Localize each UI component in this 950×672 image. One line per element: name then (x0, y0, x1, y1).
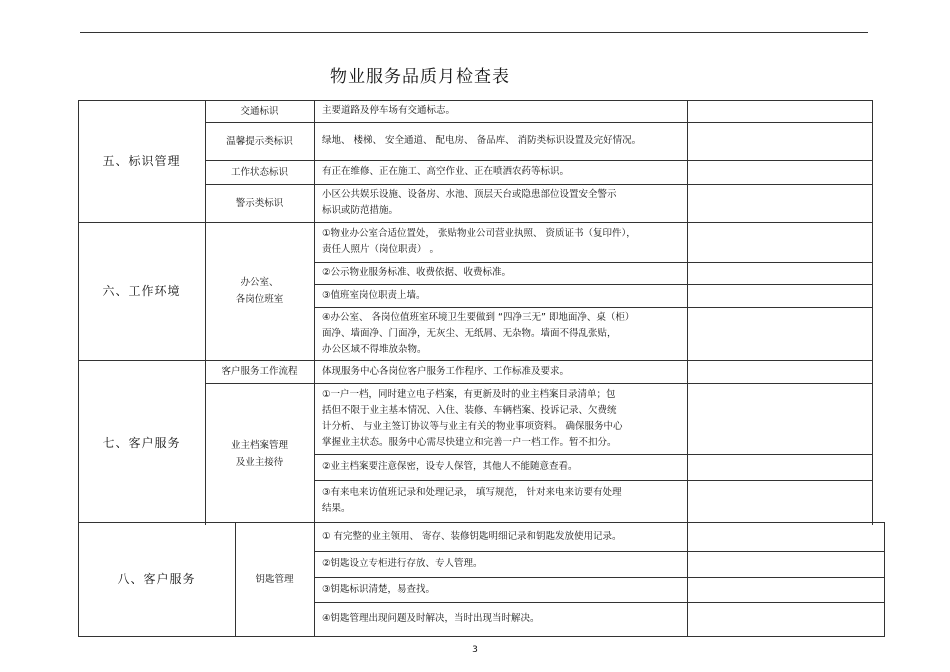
item-reminder-sign: 温馨提示类标识 (226, 135, 293, 147)
header-rule (80, 32, 868, 33)
desc-reminder-sign: 绿地、 楼梯、 安全通道、 配电房、 备品库、 消防类标识设置及完好情况。 (322, 135, 642, 146)
desc-warning-sign: 小区公共娱乐设施、设备房、水池、顶层天台或隐患部位设置安全警示 标识或防范措施。 (322, 189, 617, 216)
table-border-right (884, 522, 885, 637)
category-customer-service: 七、客户服务 (102, 435, 181, 450)
desc-traffic-sign: 主要道路及停车场有交通标志。 (322, 105, 456, 116)
desc-keys-2: ②钥匙设立专柜进行存放、专人管理。 (322, 558, 483, 569)
page-number: 3 (472, 645, 478, 655)
desc-office-2: ②公示物业服务标准、收费依据、收费标准。 (322, 267, 512, 278)
item-owner-archive: 业主档案管理 及业主接待 (230, 440, 288, 468)
desc-owner-archive-1: ①一户一档，同时建立电子档案，有更新及时的业主档案目录清单；包 括但不限于业主基本情况、入住、装修、车辆档案、投诉记录、欠费统 计分析、 与业主签订协议等与业主有关的物业事项资料。 确保服务中心 掌握业主状态。服务中心需尽快建立和完善一户一档工作。暂不扣分。 (322, 388, 623, 448)
inspection-table (78, 100, 873, 525)
desc-owner-archive-3: ③有来电来访值班记录和处理记录， 填写规范， 针对来电来访要有处理 结果。 (322, 487, 622, 514)
desc-keys-1: ① 有完整的业主领用、 寄存、装修钥匙明细记录和钥匙发放使用记录。 (322, 530, 622, 542)
table-border-right (872, 100, 873, 525)
item-key-management: 钥匙管理 (255, 573, 294, 585)
desc-status-sign: 有正在维修、正在施工、高空作业、正在喷洒农药等标识。 (322, 166, 570, 177)
desc-owner-archive-2: ②业主档案要注意保密，设专人保管，其他人不能随意查看。 (322, 461, 578, 472)
desc-office-1: ①物业办公室合适位置处， 张贴物业公司营业执照、 资质证书（复印件）， 责任人照片（岗位职责） 。 (322, 228, 636, 255)
item-warning-sign: 警示类标识 (235, 197, 284, 209)
desc-keys-3: ③钥匙标识清楚，易查找。 (322, 583, 436, 595)
col-divider-3 (687, 522, 688, 637)
page-title: 物业服务品质月检查表 (330, 67, 510, 87)
item-service-process: 客户服务工作流程 (221, 366, 298, 377)
item-traffic-sign: 交通标识 (240, 105, 279, 117)
category-signage: 五、标识管理 (102, 154, 181, 168)
item-status-sign: 工作状态标识 (230, 166, 288, 178)
desc-office-4: ④办公室、 各岗位值班室环境卫生要做到 “四净三无” 即地面净、桌（柜） 面净、墙面净、门面净，无灰尘、无纸屑、无杂物。墙面不得乱张贴， 办公区域不得堆放杂物。 (322, 311, 635, 355)
desc-service-process: 体现服务中心各岗位客户服务工作程序、工作标准及要求。 (322, 365, 570, 377)
key-management-table (78, 522, 885, 637)
col-divider-3 (687, 100, 688, 525)
category-work-environment: 六、工作环境 (102, 284, 181, 298)
desc-keys-4: ④钥匙管理出现问题及时解决，当时出现当时解决。 (322, 613, 540, 624)
item-office: 办公室、 各岗位班室 (235, 277, 284, 305)
desc-office-3: ③值班室岗位职责上墙。 (322, 289, 426, 301)
category-customer-service-keys: 八、客户服务 (117, 572, 196, 586)
table-border-bottom (78, 636, 885, 637)
